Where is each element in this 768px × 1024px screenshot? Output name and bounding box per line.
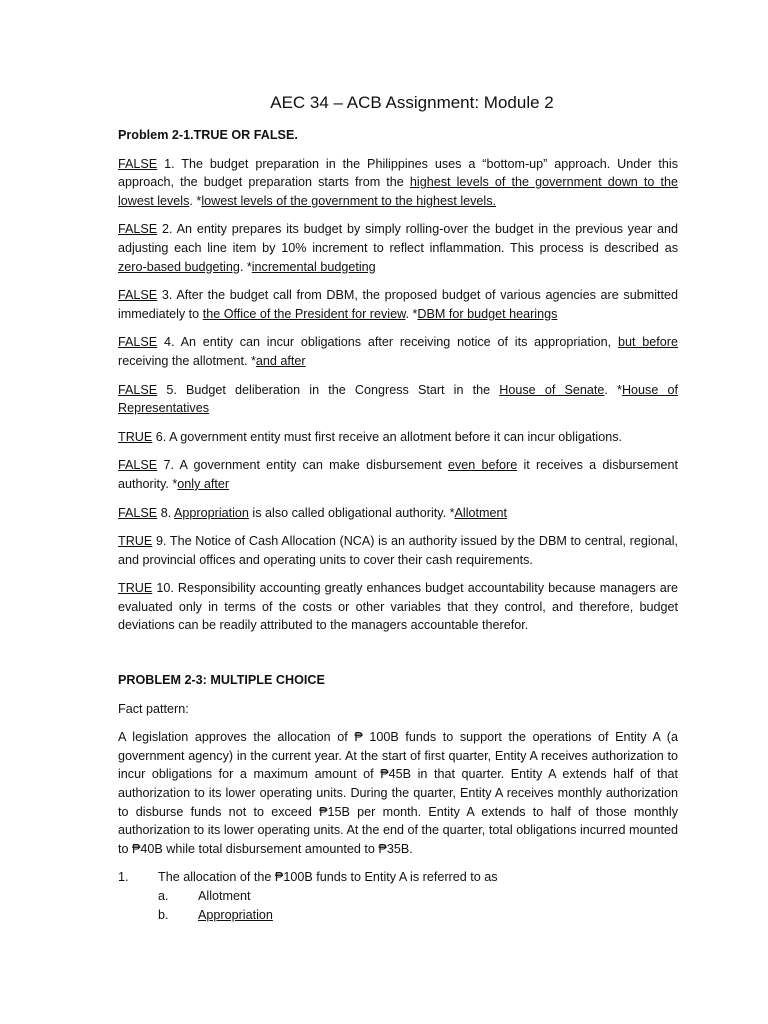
verdict-label: TRUE — [118, 581, 153, 596]
statement-text: . * — [239, 259, 252, 274]
statement-underlined: even before — [447, 458, 518, 473]
statement-underlined: highest levels of the government down to the lowest levels — [118, 175, 679, 208]
option-text: Appropriation — [198, 907, 273, 922]
statement-item — [118, 286, 678, 323]
statement-text: . * — [604, 382, 622, 397]
question-number: 1. — [118, 870, 129, 885]
statement-underlined: House of Senate — [499, 382, 605, 397]
verdict-label: FALSE — [118, 156, 158, 171]
question-text: The allocation of the ₱100B funds to Entity A is referred to as — [158, 870, 498, 885]
problem-heading-multiple-choice: PROBLEM 2-3: MULTIPLE CHOICE — [118, 673, 325, 688]
statement-underlined: but before — [617, 335, 678, 350]
statement-text: 9. The Notice of Cash Allocation (NCA) is an authority issued by the DBM to central, regional, and provincial offices and operating units to cover their cash requirements. — [118, 534, 678, 567]
statement-item — [118, 579, 678, 635]
correction-text: incremental budgeting — [251, 259, 376, 274]
statement-item — [118, 504, 678, 523]
statement-text: . * — [405, 306, 418, 321]
correction-text: DBM for budget hearings — [417, 306, 558, 321]
verdict-label: FALSE — [118, 335, 158, 350]
statement-item — [118, 333, 678, 370]
verdict-label: TRUE — [118, 534, 153, 549]
statement-text: 5. Budget deliberation in the Congress Start in the — [157, 382, 500, 397]
statement-underlined: the Office of the President for review — [202, 306, 406, 321]
statement-underlined: Appropriation — [174, 505, 249, 520]
verdict-label: FALSE — [118, 458, 158, 473]
question-item — [118, 868, 678, 924]
statement-text: receiving the allotment. * — [118, 353, 256, 368]
option-label: a. — [158, 889, 169, 903]
option-text: Allotment — [198, 889, 251, 903]
option-item — [158, 887, 678, 906]
correction-text: House of Representatives — [118, 382, 678, 416]
statement-underlined: zero-based budgeting — [118, 259, 240, 274]
statement-item — [118, 155, 678, 211]
statement-text: 4. An entity can incur obligations after receiving notice of its appropriation, — [157, 335, 618, 350]
verdict-label: FALSE — [118, 382, 158, 397]
problem-heading: Problem 2-1.TRUE OR FALSE. — [118, 128, 298, 142]
option-item — [158, 906, 678, 925]
statement-text: 7. A government entity can make disbursement — [157, 458, 448, 473]
fact-pattern-text: A legislation approves the allocation of ₱ 100B funds to support the operations of Entity A (a government agency) in the current year. At the start of first quarter, Entity A receives authorization to incur obligations for a maximum amount of ₱45B in that quarter. Entity A extends half of that authorization to its lower operating units. During the quarter, Entity A receives monthly authorization to disburse funds not to exceed ₱15B per month. Entity A extends to half of those monthly authorization to its lower operating units. At the end of the quarter, total obligations incurred mounted to ₱40B while total disbursement amounted to ₱35B. — [118, 730, 678, 856]
statement-text: 8. — [157, 505, 175, 520]
question-list — [118, 868, 678, 924]
statement-text: 1. The budget preparation in the Philippines uses a “bottom-up” approach. Under this approach, the budget preparation starts from the — [118, 156, 678, 190]
statement-item — [118, 220, 678, 276]
option-list — [158, 887, 678, 924]
statement-text: it receives a disbursement authority. * — [118, 458, 678, 491]
page-title: AEC 34 – ACB Assignment: Module 2 — [270, 93, 554, 112]
option-label: b. — [158, 907, 169, 922]
statement-text: 10. Responsibility accounting greatly enhances budget accountability because managers are evaluated only in terms of the costs or other variables that they control, and therefore, budget deviations can be readily attributed to the managers accountable therefor. — [118, 581, 678, 633]
statement-text: 2. An entity prepares its budget by simply rolling-over the budget in the previous year and adjusting each line item by 10% increment to reflect inflammation. This process is described as — [118, 222, 678, 255]
statement-text: 3. After the budget call from DBM, the proposed budget of various agencies are submitted immediately to — [118, 288, 678, 321]
statement-item — [118, 428, 678, 447]
correction-text: Allotment — [454, 505, 508, 520]
verdict-label: FALSE — [118, 222, 158, 237]
statement-item — [118, 381, 678, 418]
verdict-label: FALSE — [118, 505, 158, 520]
statement-item — [118, 456, 678, 493]
statement-text: is also called obligational authority. * — [248, 505, 455, 520]
correction-text: lowest levels of the government to the highest levels. — [201, 193, 497, 208]
fact-pattern-label: Fact pattern: — [118, 701, 189, 716]
statement-text: 6. A government entity must first receive an allotment before it can incur obligations. — [152, 429, 623, 444]
correction-text: and after — [255, 353, 306, 368]
statement-text: . * — [189, 193, 202, 208]
true-false-list — [118, 155, 678, 635]
verdict-label: FALSE — [118, 288, 158, 303]
statement-item — [118, 532, 678, 569]
correction-text: only after — [177, 476, 230, 491]
verdict-label: TRUE — [118, 429, 153, 444]
